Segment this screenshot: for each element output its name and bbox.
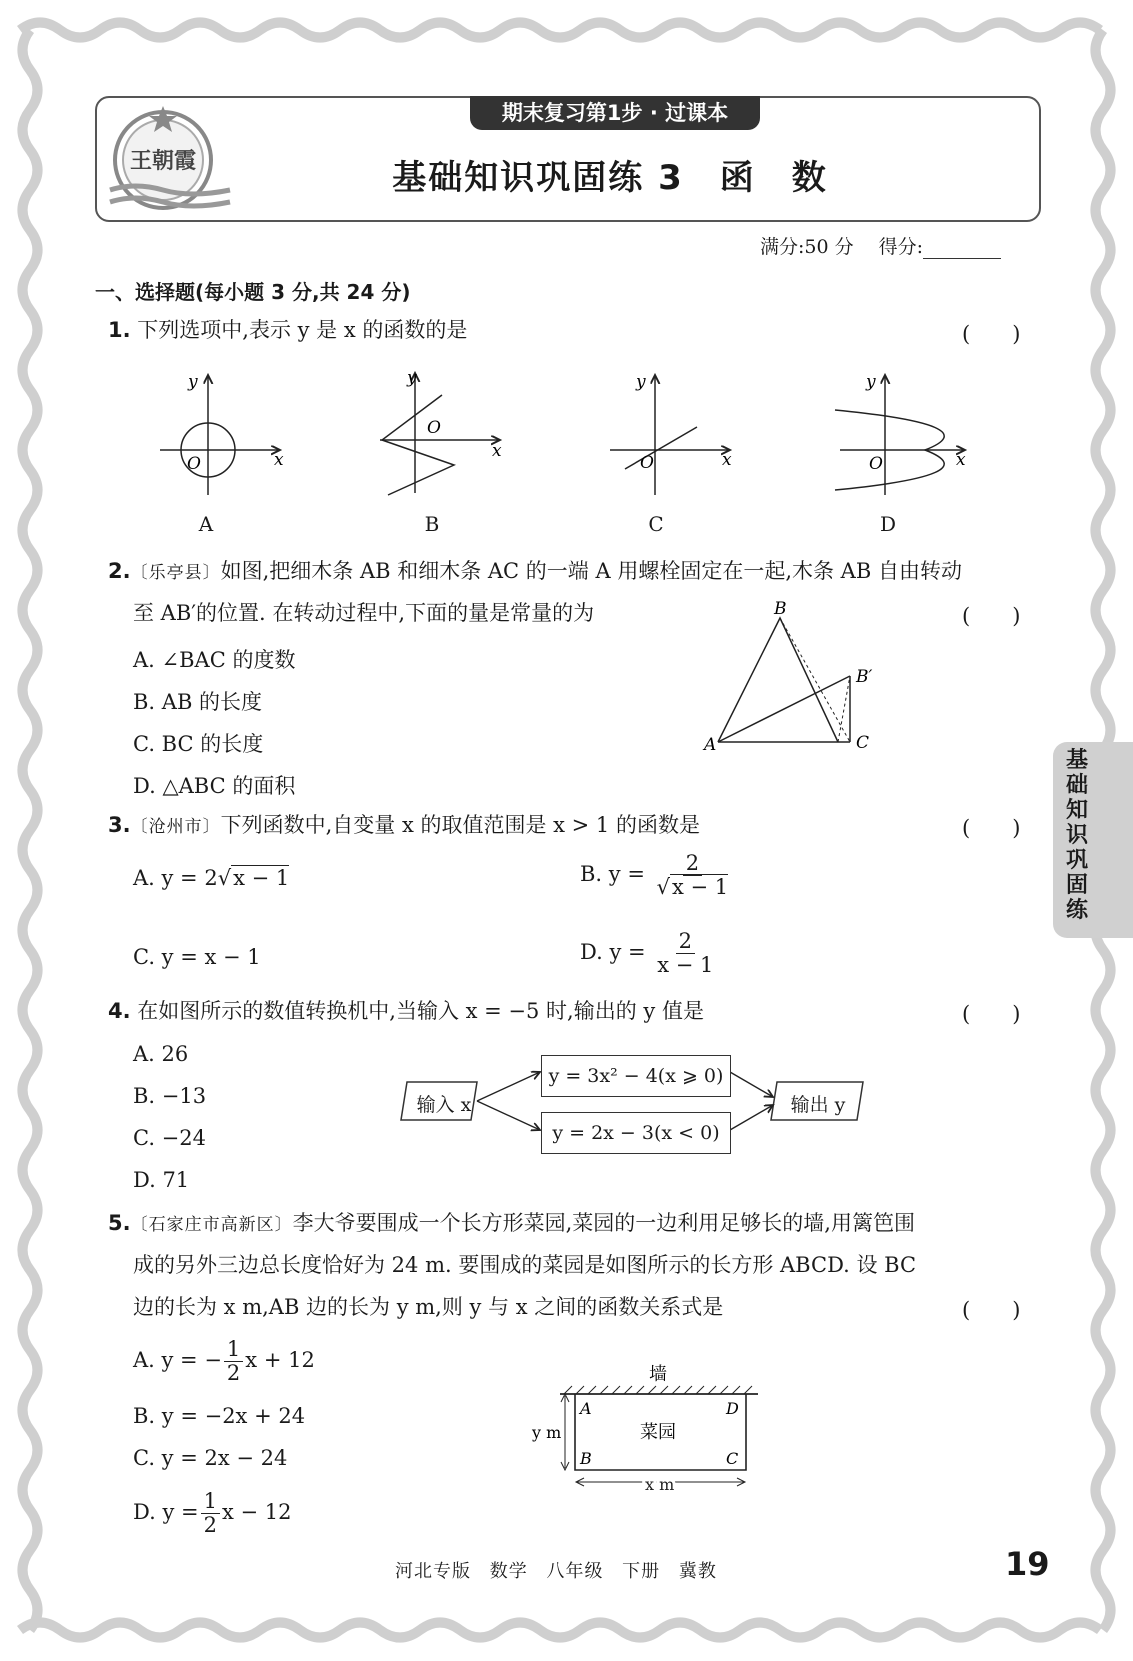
point-b-label: B (774, 600, 787, 619)
y-axis-label: y (636, 372, 646, 392)
y-length-label: y m (532, 1423, 562, 1442)
full-score: 满分:50 分 (760, 236, 854, 258)
y-axis-label: y (866, 372, 876, 392)
section-title-choice: 一、选择题(每小题 3 分,共 24 分) (95, 280, 411, 304)
question-5 (108, 1202, 915, 1246)
sqrt-sign: √ (217, 866, 232, 890)
question-2 (108, 550, 962, 594)
q5-garden-figure (530, 1360, 770, 1500)
option-b[interactable]: B. y = −2x + 24 (133, 1404, 306, 1428)
option-c[interactable]: C. y = 2x − 24 (133, 1446, 288, 1470)
wall-label: 墙 (649, 1364, 667, 1385)
question-3 (108, 804, 700, 848)
option-d-text: D. y = (133, 1500, 199, 1525)
option-c[interactable]: C. y = x − 1 (133, 945, 261, 969)
numerator: 2 (683, 852, 702, 876)
question-text-line3: 边的长为 x m,AB 边的长为 y m,则 y 与 x 之间的函数关系式是 (133, 1295, 724, 1319)
output-box: 输出 y (790, 1094, 846, 1116)
option-b[interactable] (580, 852, 733, 899)
option-d[interactable] (133, 1490, 291, 1537)
score-label: 得分: (878, 236, 924, 258)
graph-b (380, 368, 502, 495)
numerator: 1 (224, 1338, 243, 1362)
logo-text: 王朝霞 (129, 148, 197, 174)
denominator: x − 1 (657, 953, 714, 978)
x-axis-label: x (274, 450, 284, 470)
question-text: 下列函数中,自变量 x 的取值范围是 x > 1 的函数是 (220, 813, 700, 837)
question-number: 3. (108, 813, 131, 837)
question-text-line2: 至 AB′的位置. 在转动过程中,下面的量是常量的为 (133, 601, 595, 625)
corner-d-label: D (726, 1399, 739, 1418)
numerator: 2 (676, 930, 695, 954)
numerator: 1 (201, 1490, 220, 1514)
x-length-label: x m (645, 1475, 675, 1494)
option-c[interactable]: C. −24 (133, 1126, 206, 1150)
question-4 (108, 990, 704, 1032)
footer-book-info: 河北专版 数学 八年级 下册 冀教 (395, 1561, 717, 1582)
option-a-text: A. y = − (133, 1348, 222, 1373)
answer-paren-4[interactable]: ( ) (962, 1002, 1021, 1026)
denominator: 2 (203, 1513, 217, 1538)
graph-d (835, 372, 966, 495)
garden-label: 菜园 (640, 1422, 676, 1443)
question-text: 在如图所示的数值转换机中,当输入 x = −5 时,输出的 y 值是 (137, 999, 704, 1023)
corner-c-label: C (726, 1449, 739, 1468)
q1-graphs (150, 365, 990, 505)
formula-box-top: y = 3x² − 4(x ⩾ 0) (541, 1055, 731, 1097)
fraction (654, 852, 732, 899)
option-b[interactable]: B. AB 的长度 (133, 690, 263, 714)
fraction (201, 1490, 220, 1537)
x-axis-label: x (722, 450, 732, 470)
option-a[interactable] (133, 866, 289, 890)
origin-label: O (187, 454, 201, 474)
question-1 (108, 309, 467, 351)
question-region: 〔沧州市〕 (130, 817, 221, 837)
answer-paren-1[interactable]: ( ) (962, 322, 1021, 346)
origin-label: O (640, 453, 654, 473)
option-a[interactable]: A. ∠BAC 的度数 (133, 648, 296, 672)
question-region: 〔乐亭县〕 (130, 563, 221, 583)
graph-label-a[interactable]: A (198, 512, 214, 536)
answer-paren-5[interactable]: ( ) (962, 1298, 1021, 1322)
radicand: x − 1 (233, 866, 290, 890)
fraction (654, 930, 716, 977)
option-c[interactable]: C. BC 的长度 (133, 732, 264, 756)
option-d[interactable]: D. 71 (133, 1168, 190, 1192)
option-a-text: A. y = 2 (133, 866, 218, 890)
option-a-tail: x + 12 (245, 1348, 315, 1373)
question-text-line1: 如图,把细木条 AB 和细木条 AC 的一端 A 用螺栓固定在一起,木条 AB 自由转动 (220, 559, 962, 583)
y-axis-label: y (188, 372, 198, 392)
formula-box-bottom: y = 2x − 3(x < 0) (541, 1112, 731, 1154)
option-a[interactable] (133, 1338, 315, 1385)
score-line (760, 232, 1001, 259)
option-b[interactable]: B. −13 (133, 1084, 207, 1108)
q2-figure (690, 600, 890, 760)
input-box: 输入 x (416, 1094, 472, 1116)
question-text-line2: 成的另外三边总长度恰好为 24 m. 要围成的菜园是如图所示的长方形 ABCD. 设 BC (133, 1253, 917, 1277)
corner-a-label: A (580, 1399, 592, 1418)
question-text: 下列选项中,表示 y 是 x 的函数的是 (137, 318, 468, 342)
option-a[interactable]: A. 26 (133, 1042, 189, 1066)
denominator: x − 1 (672, 875, 729, 900)
question-number: 1. (108, 318, 131, 342)
question-number: 2. (108, 559, 131, 583)
question-text-line1: 李大爷要围成一个长方形菜园,菜园的一边利用足够长的墙,用篱笆围 (292, 1211, 915, 1235)
page-number: 19 (1005, 1545, 1050, 1583)
page-title: 基础知识巩固练 3 函 数 (392, 158, 828, 198)
graph-label-d[interactable]: D (879, 512, 897, 536)
option-d[interactable] (580, 930, 718, 977)
option-b-text: B. y = (580, 862, 645, 887)
graph-label-c[interactable]: C (648, 512, 664, 536)
graph-c (610, 372, 732, 495)
question-number: 4. (108, 999, 131, 1023)
y-axis-label: y (407, 368, 417, 388)
answer-paren-2[interactable]: ( ) (962, 604, 1021, 628)
option-d-tail: x − 12 (221, 1500, 292, 1525)
sqrt-sign: √ (656, 875, 670, 900)
option-d-text: D. y = (580, 940, 646, 965)
x-axis-label: x (956, 450, 966, 470)
denominator: 2 (226, 1361, 241, 1386)
question-number: 5. (108, 1211, 131, 1235)
corner-b-label: B (580, 1449, 592, 1468)
option-d[interactable]: D. △ABC 的面积 (133, 774, 296, 798)
x-axis-label: x (492, 441, 502, 461)
point-b-prime-label: B′ (856, 667, 873, 687)
graph-label-b[interactable]: B (424, 512, 440, 536)
answer-paren-3[interactable]: ( ) (962, 816, 1021, 840)
score-blank[interactable] (923, 240, 1001, 259)
header-step-tab: 期末复习第1步 · 过课本 (470, 96, 760, 130)
point-c-label: C (856, 733, 870, 753)
origin-label: O (427, 418, 441, 438)
side-tab-label: 基础知识巩固练 (1065, 748, 1088, 923)
fraction (224, 1338, 243, 1385)
graph-a (160, 372, 284, 495)
question-region: 〔石家庄市高新区〕 (130, 1215, 293, 1235)
origin-label: O (869, 454, 883, 474)
point-a-label: A (704, 735, 717, 755)
brand-logo (105, 102, 235, 214)
